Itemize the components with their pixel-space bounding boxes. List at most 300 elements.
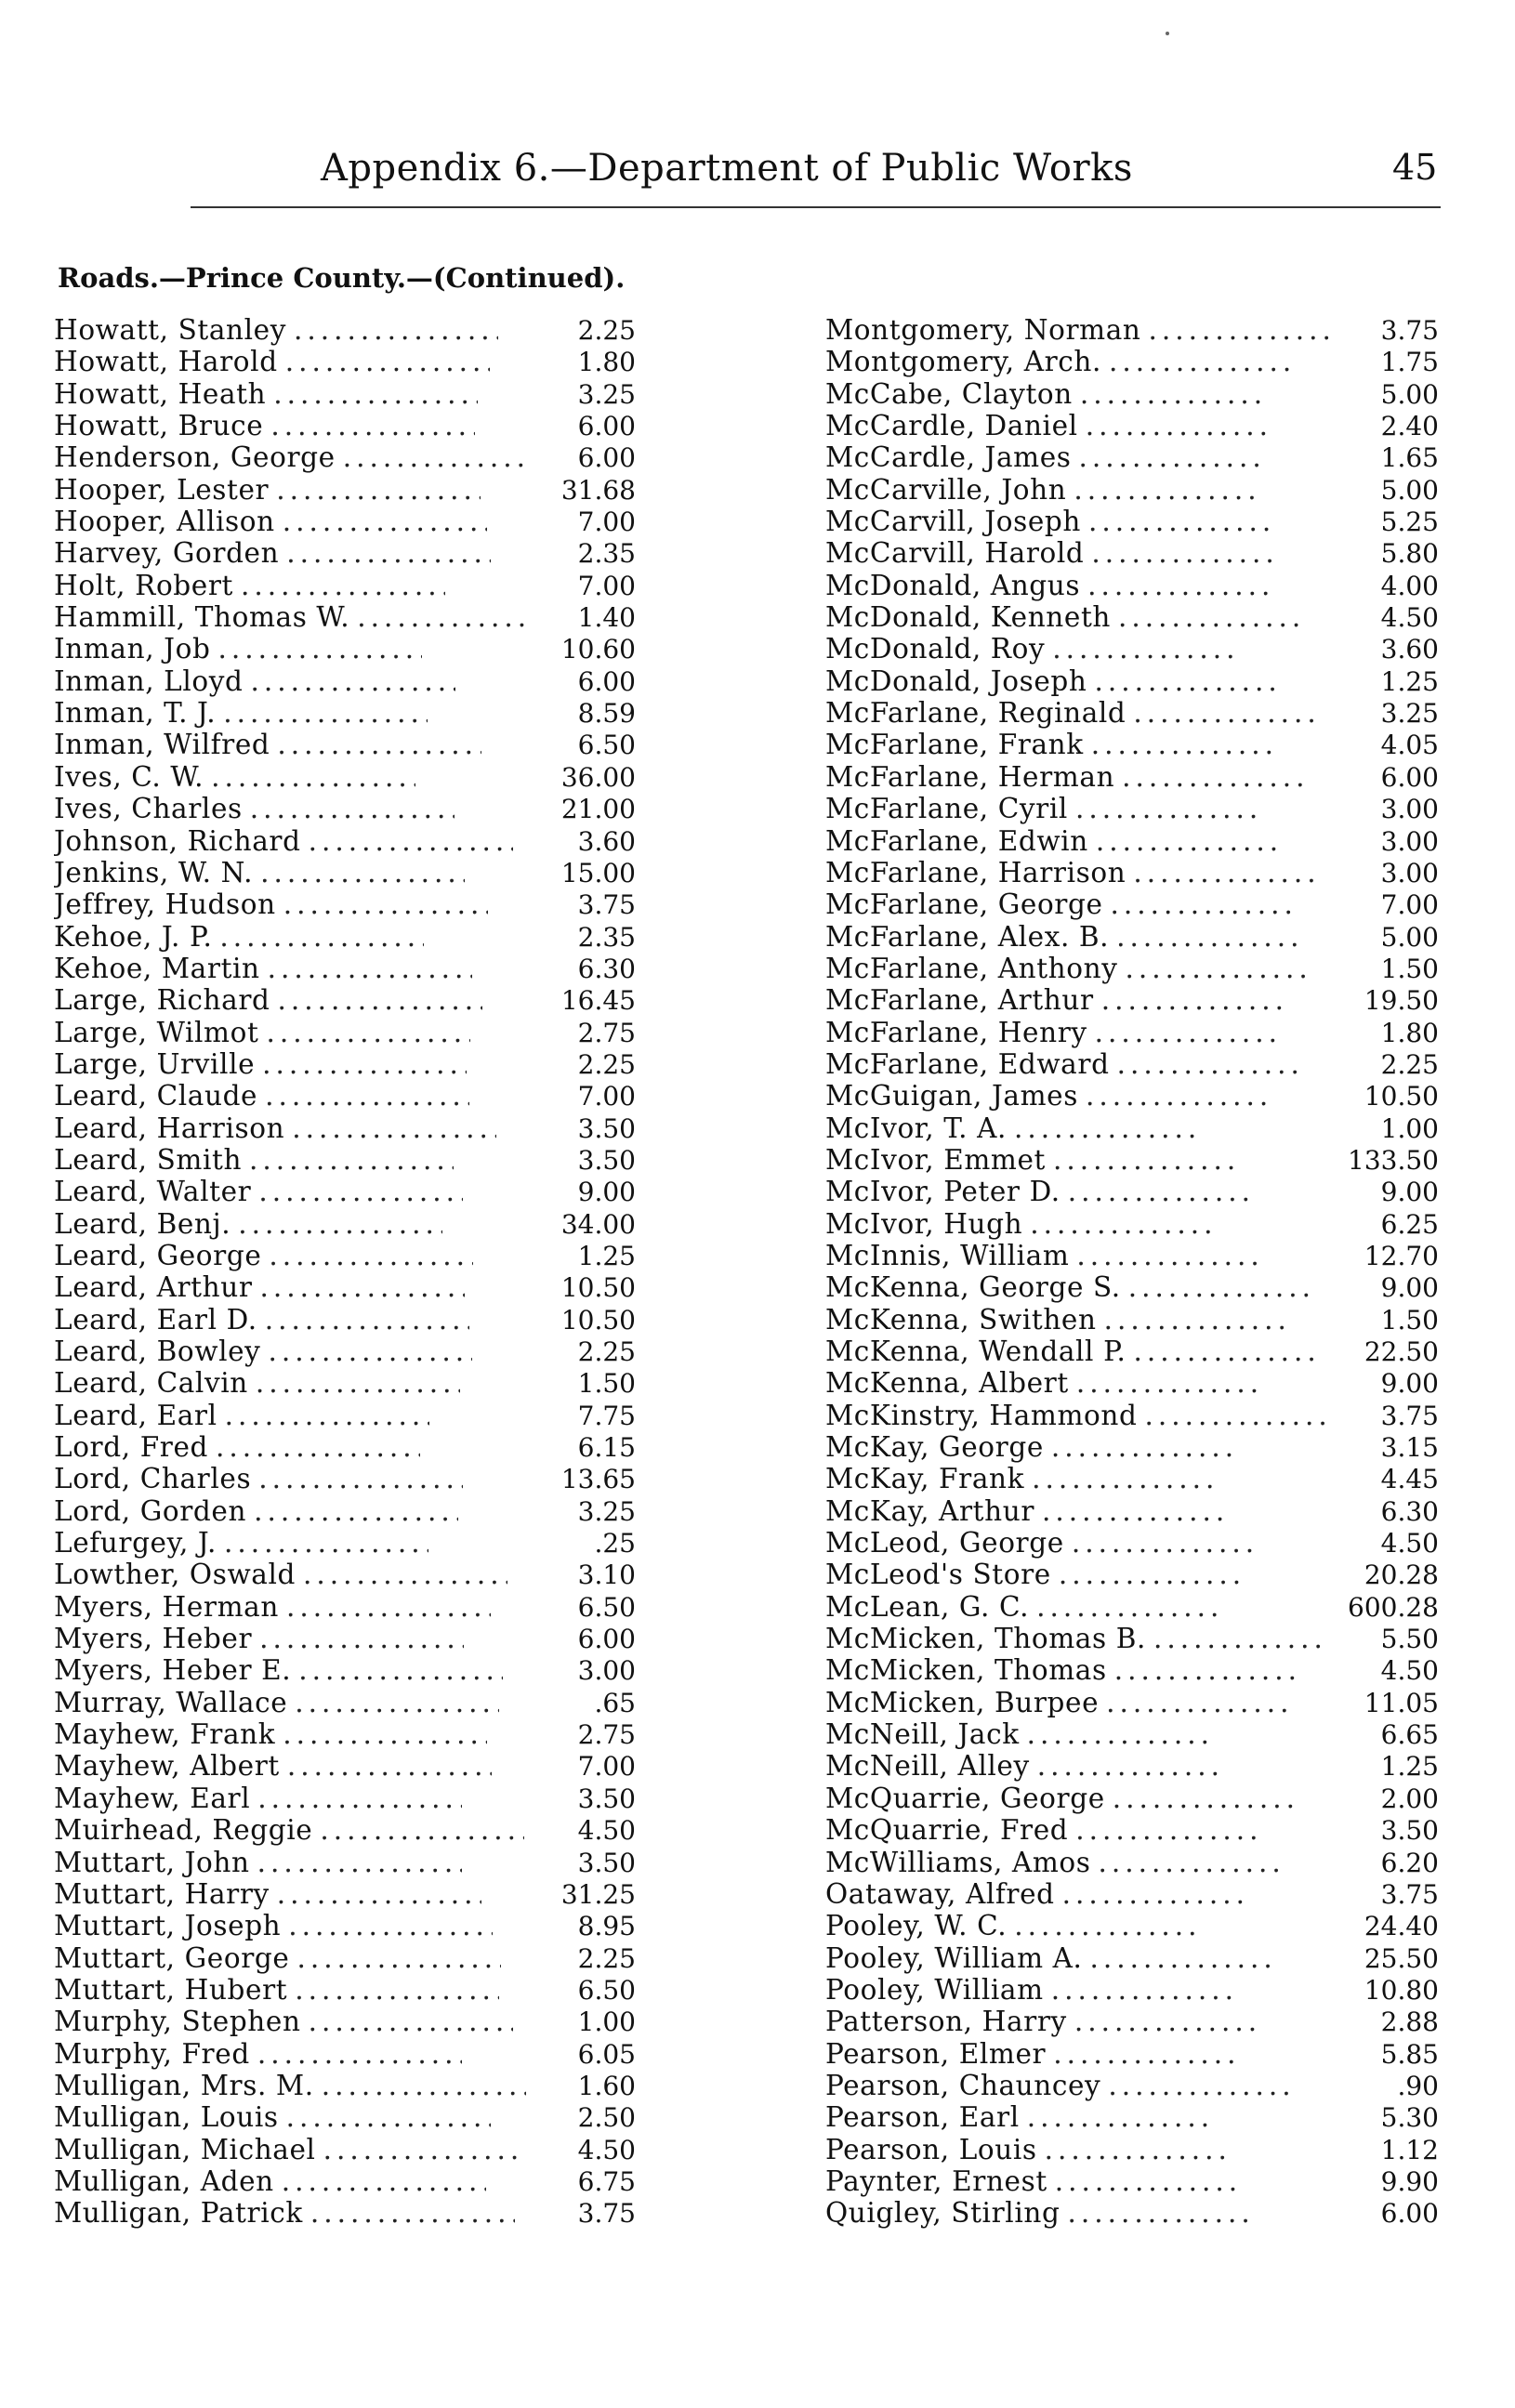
dot-leader [260, 857, 465, 888]
dot-leader [278, 984, 482, 1016]
list-item [825, 1048, 1439, 1080]
entry-amount: 1.50 [1380, 953, 1439, 984]
entry-amount: 1.60 [577, 2070, 636, 2101]
list-item [54, 1718, 636, 1750]
list-item [54, 1463, 636, 1494]
entry-amount: 1.50 [1380, 1304, 1439, 1336]
entry-amount: 1.25 [1380, 1751, 1439, 1783]
entry-name: Quigley, Stirling [825, 2197, 1060, 2230]
entry-amount: 10.80 [1364, 1974, 1439, 2006]
entry-name: McFarlane, Anthony [825, 952, 1118, 984]
list-item [825, 1750, 1439, 1782]
entry-name: Howatt, Bruce [54, 410, 264, 442]
dot-leader [1027, 2101, 1213, 2133]
dot-leader [1091, 729, 1277, 760]
entry-amount: 5.00 [1380, 921, 1439, 953]
list-item [54, 825, 636, 857]
list-item [54, 1431, 636, 1463]
entry-name: Leard, Earl D. [54, 1303, 257, 1336]
entry-name: Leard, Arthur [54, 1271, 253, 1304]
entry-amount: 1.40 [577, 602, 636, 634]
dot-leader [283, 1718, 487, 1750]
dot-leader [1096, 825, 1282, 857]
entry-amount: 3.50 [577, 1847, 636, 1878]
entry-name: McIvor, Hugh [825, 1207, 1023, 1240]
dot-leader [294, 314, 498, 346]
list-item [825, 1431, 1439, 1463]
list-item [54, 1240, 636, 1271]
dot-leader [266, 1017, 470, 1048]
list-item [54, 314, 636, 346]
entry-name: Mulligan, Patrick [54, 2197, 303, 2230]
entry-name: Kehoe, J. P. [54, 920, 213, 953]
entry-amount: 7.75 [577, 1400, 636, 1431]
dot-leader [1059, 1559, 1245, 1590]
entry-amount: 4.50 [1380, 602, 1439, 634]
entry-amount: 11.05 [1364, 1687, 1439, 1718]
entry-amount: 1.00 [1380, 1112, 1439, 1144]
entry-name: Lord, Charles [54, 1463, 252, 1495]
entry-name: McKenna, George S. [825, 1271, 1121, 1304]
entry-amount: 5.85 [1380, 2038, 1439, 2070]
stray-mark [1166, 32, 1169, 35]
list-item [825, 1527, 1439, 1559]
list-item [54, 697, 636, 729]
entry-name: McIvor, T. A. [825, 1112, 1007, 1144]
dot-leader [1062, 1878, 1248, 1910]
dot-leader [1116, 921, 1302, 953]
entry-name: Leard, Harrison [54, 1112, 285, 1144]
dot-leader [262, 1048, 467, 1080]
list-item [825, 1847, 1439, 1878]
dot-leader [257, 1847, 462, 1878]
list-item [825, 2197, 1439, 2229]
list-item [54, 2070, 636, 2101]
list-item [54, 1400, 636, 1431]
list-item [825, 1495, 1439, 1527]
entry-name: Oataway, Alfred [825, 1877, 1055, 1910]
list-item [54, 633, 636, 665]
dot-leader [265, 1304, 469, 1336]
list-item [54, 665, 636, 697]
list-item [54, 729, 636, 760]
entry-name: Muttart, Harry [54, 1877, 270, 1910]
entry-amount: 6.00 [577, 411, 636, 442]
list-item [54, 793, 636, 824]
dot-leader [1128, 1271, 1314, 1303]
list-item [825, 1112, 1439, 1144]
list-item [825, 346, 1439, 377]
dot-leader [1149, 314, 1329, 346]
entry-amount: 34.00 [560, 1208, 636, 1240]
entry-amount: 6.00 [1380, 2198, 1439, 2230]
dot-leader [1032, 1463, 1218, 1494]
entry-amount: 6.30 [577, 953, 636, 984]
list-item [825, 761, 1439, 793]
dot-leader [1051, 1431, 1237, 1463]
entry-name: McNeill, Alley [825, 1750, 1030, 1783]
entry-amount: 6.00 [1380, 761, 1439, 793]
entry-amount: 12.70 [1364, 1240, 1439, 1271]
list-item [825, 537, 1439, 569]
entry-amount: 7.00 [577, 1081, 636, 1112]
dot-leader [1111, 888, 1297, 920]
entry-name: McFarlane, Frank [825, 729, 1084, 761]
dot-leader [282, 2165, 486, 2197]
dot-leader [1030, 1208, 1216, 1240]
entry-name: Leard, Calvin [54, 1367, 248, 1400]
entry-amount: 6.50 [577, 1591, 636, 1623]
entry-amount: 5.30 [1380, 2102, 1439, 2134]
list-item [825, 2101, 1439, 2133]
dot-leader [1051, 1974, 1237, 2006]
dot-leader [1117, 1048, 1303, 1080]
list-item [825, 2038, 1439, 2070]
entry-amount: 36.00 [560, 761, 636, 793]
entry-amount: 4.45 [1380, 1464, 1439, 1495]
dot-leader [269, 1240, 473, 1271]
dot-leader [219, 921, 424, 953]
entry-amount: 3.75 [577, 889, 636, 921]
dot-leader [1036, 1591, 1222, 1623]
entry-name: McLeod, George [825, 1527, 1064, 1559]
entry-amount: 4.50 [1380, 1528, 1439, 1559]
list-item [825, 2165, 1439, 2197]
dot-leader [1133, 697, 1319, 729]
dot-leader [1108, 2070, 1294, 2101]
section-heading: Roads.—Prince County.—(Continued). [58, 262, 626, 294]
list-item [825, 888, 1439, 920]
entry-amount: 3.75 [1380, 1878, 1439, 1910]
entry-name: Lefurgey, J. [54, 1527, 217, 1559]
entry-name: McLean, G. C. [825, 1590, 1030, 1623]
entry-amount: 9.00 [1380, 1368, 1439, 1400]
entry-name: Large, Richard [54, 984, 270, 1017]
dot-leader [283, 506, 487, 537]
entry-amount: 4.50 [1380, 1655, 1439, 1687]
entry-amount: 21.00 [560, 794, 636, 825]
list-item [825, 857, 1439, 888]
list-item [54, 1623, 636, 1654]
dot-leader [1118, 601, 1304, 633]
list-item [54, 921, 636, 953]
list-item [825, 1336, 1439, 1367]
entry-amount: 1.25 [577, 1240, 636, 1271]
dot-leader [1134, 1336, 1320, 1367]
list-item [54, 1144, 636, 1176]
list-item [825, 1463, 1439, 1494]
entry-amount: 1.65 [1380, 442, 1439, 474]
dot-leader [1109, 346, 1295, 377]
dot-leader [1106, 1687, 1292, 1718]
dot-leader [216, 1431, 420, 1463]
list-item [54, 441, 636, 473]
entry-amount: 1.80 [577, 347, 636, 378]
list-item [825, 697, 1439, 729]
entry-amount: .90 [1397, 2070, 1439, 2101]
entry-amount: 3.75 [1380, 1400, 1439, 1431]
entry-amount: 5.80 [1380, 538, 1439, 570]
entry-amount: 6.20 [1380, 1847, 1439, 1878]
list-item [825, 633, 1439, 665]
entry-amount: .65 [594, 1687, 636, 1718]
dot-leader [1027, 1718, 1213, 1750]
dot-leader [1074, 474, 1259, 506]
dot-leader [298, 1654, 503, 1686]
list-item [825, 665, 1439, 697]
list-item [54, 1367, 636, 1399]
dot-leader [277, 1878, 481, 1910]
list-item [54, 601, 636, 633]
list-item [825, 601, 1439, 633]
entry-amount: 6.25 [1380, 1208, 1439, 1240]
list-item [54, 1527, 636, 1559]
dot-leader [277, 729, 481, 760]
dot-leader [288, 1910, 493, 1941]
dot-leader [225, 1400, 429, 1431]
entry-name: McFarlane, Alex. B. [825, 920, 1110, 953]
entry-amount: 6.00 [577, 1624, 636, 1655]
entry-amount: 1.00 [577, 2007, 636, 2038]
entry-name: McCardle, Daniel [825, 410, 1078, 442]
dot-leader [1067, 2197, 1253, 2229]
entry-name: McKenna, Albert [825, 1367, 1069, 1400]
dot-leader [250, 793, 454, 824]
entry-amount: 3.50 [577, 1112, 636, 1144]
entry-name: McIvor, Emmet [825, 1143, 1047, 1176]
entry-name: McNeill, Jack [825, 1718, 1020, 1751]
list-item [54, 1559, 636, 1590]
dot-leader [287, 1750, 492, 1782]
entry-name: Johnson, Richard [54, 824, 301, 857]
dot-leader [310, 2197, 515, 2229]
list-item [54, 2165, 636, 2197]
dot-leader [1053, 2038, 1239, 2070]
entry-name: Hammill, Thomas W. [54, 601, 350, 634]
list-item [54, 1017, 636, 1048]
list-item [54, 1176, 636, 1207]
dot-leader [1145, 1400, 1329, 1431]
dot-leader [276, 474, 481, 506]
entry-name: Howatt, Harold [54, 346, 278, 378]
entry-name: McCabe, Clayton [825, 377, 1073, 410]
dot-leader [217, 633, 422, 665]
entry-amount: 7.00 [577, 1751, 636, 1783]
entry-name: Pearson, Louis [825, 2133, 1037, 2165]
entry-amount: 3.50 [577, 1783, 636, 1814]
entry-amount: 3.10 [577, 1559, 636, 1591]
entry-amount: 2.75 [577, 1017, 636, 1048]
entry-name: Leard, Earl [54, 1399, 217, 1431]
entry-name: McCarvill, Joseph [825, 506, 1081, 538]
entry-name: McDonald, Kenneth [825, 601, 1112, 634]
list-item [54, 346, 636, 377]
list-item [54, 2006, 636, 2037]
entry-amount: 10.60 [560, 634, 636, 665]
list-item [54, 378, 636, 410]
entry-amount: 10.50 [560, 1272, 636, 1304]
entry-amount: 3.00 [1380, 794, 1439, 825]
entry-amount: 8.95 [577, 1911, 636, 1942]
entry-amount: 4.50 [577, 1815, 636, 1847]
dot-leader [285, 346, 490, 377]
entry-amount: 7.00 [577, 570, 636, 601]
dot-leader [1014, 1112, 1200, 1144]
dot-leader [257, 1783, 462, 1814]
dot-leader [1114, 1654, 1300, 1686]
entry-amount: 7.00 [577, 507, 636, 538]
entry-amount: 2.88 [1380, 2007, 1439, 2038]
dot-leader [1045, 2134, 1231, 2165]
dot-leader [249, 1144, 454, 1176]
entry-name: McFarlane, Reginald [825, 697, 1126, 730]
list-item [825, 1559, 1439, 1590]
list-item [825, 1654, 1439, 1686]
dot-leader [309, 825, 513, 857]
entry-amount: 31.25 [560, 1878, 636, 1910]
entry-amount: 5.00 [1380, 378, 1439, 410]
list-item [825, 1974, 1439, 2006]
list-item [54, 570, 636, 601]
entry-amount: 6.00 [577, 442, 636, 474]
entry-name: Holt, Robert [54, 569, 234, 601]
entry-name: McKinstry, Hammond [825, 1399, 1138, 1431]
dot-leader [1087, 570, 1273, 601]
entry-name: Howatt, Heath [54, 377, 267, 410]
entry-name: Paynter, Ernest [825, 2165, 1047, 2197]
entry-name: Henderson, George [54, 441, 336, 474]
list-item [825, 1080, 1439, 1112]
entry-name: Leard, Smith [54, 1143, 243, 1176]
entry-amount: 3.75 [1380, 315, 1439, 346]
entry-name: McFarlane, Arthur [825, 984, 1094, 1017]
list-item [825, 410, 1439, 441]
dot-leader [1076, 1367, 1262, 1399]
entry-amount: 6.50 [577, 1974, 636, 2006]
entry-amount: 6.15 [577, 1432, 636, 1464]
list-item [825, 1878, 1439, 1910]
entry-amount: 8.59 [577, 698, 636, 730]
list-item [825, 1718, 1439, 1750]
entry-name: Pearson, Elmer [825, 2037, 1047, 2070]
list-item [825, 1144, 1439, 1176]
entry-name: McQuarrie, Fred [825, 1814, 1069, 1847]
entry-name: Hooper, Lester [54, 473, 270, 506]
entry-name: Lord, Fred [54, 1431, 209, 1464]
entry-name: Muttart, George [54, 1941, 290, 1974]
dot-leader [1086, 410, 1271, 441]
entry-amount: 6.50 [577, 730, 636, 761]
entry-name: Muirhead, Reggie [54, 1814, 313, 1847]
list-item [54, 2038, 636, 2070]
dot-leader [1099, 1847, 1284, 1878]
list-item [825, 1942, 1439, 1974]
entry-name: McFarlane, George [825, 888, 1103, 921]
dot-leader [1074, 2006, 1260, 2037]
entry-name: Mulligan, Aden [54, 2165, 274, 2197]
entry-name: Mayhew, Albert [54, 1750, 280, 1783]
list-item [825, 378, 1439, 410]
entry-amount: 1.25 [1380, 665, 1439, 697]
list-item [825, 1687, 1439, 1718]
entry-amount: 6.00 [577, 665, 636, 697]
entry-name: Lowther, Oswald [54, 1559, 296, 1591]
entry-name: Kehoe, Martin [54, 952, 260, 984]
entry-name: McDonald, Joseph [825, 665, 1087, 697]
entry-name: Mulligan, Mrs. M. [54, 2069, 314, 2101]
list-item [825, 570, 1439, 601]
dot-leader [268, 1336, 472, 1367]
dot-leader [238, 1208, 442, 1240]
entry-amount: 4.00 [1380, 570, 1439, 601]
entry-name: McMicken, Thomas [825, 1654, 1107, 1687]
dot-leader [320, 1814, 524, 1846]
dot-leader [1079, 441, 1265, 473]
entry-amount: 9.90 [1380, 2165, 1439, 2197]
entry-name: Leard, Benj. [54, 1207, 231, 1240]
list-item [825, 2134, 1439, 2165]
entry-amount: 3.75 [577, 2198, 636, 2230]
dot-leader [1072, 1527, 1258, 1559]
entry-name: Jenkins, W. N. [54, 856, 254, 888]
entry-amount: 25.50 [1364, 1942, 1439, 1974]
list-item [54, 1336, 636, 1367]
entry-name: McKay, George [825, 1431, 1044, 1464]
dot-leader [322, 2070, 526, 2101]
entry-amount: 10.50 [560, 1304, 636, 1336]
entry-name: McKay, Frank [825, 1463, 1025, 1495]
entry-name: Murphy, Stephen [54, 2006, 301, 2038]
list-item [54, 537, 636, 569]
list-item [825, 474, 1439, 506]
entry-amount: 6.30 [1380, 1495, 1439, 1527]
entry-name: McWilliams, Amos [825, 1846, 1091, 1878]
dot-leader [309, 2006, 513, 2037]
entry-name: Pooley, William A. [825, 1941, 1083, 1974]
entry-amount: 4.05 [1380, 730, 1439, 761]
list-item [54, 1783, 636, 1814]
list-item [825, 1400, 1439, 1431]
list-item [54, 888, 636, 920]
dot-leader [265, 1080, 469, 1112]
entry-amount: 6.05 [577, 2038, 636, 2070]
dot-leader [1052, 633, 1238, 665]
dot-leader [1101, 984, 1287, 1016]
dot-leader [323, 2134, 526, 2165]
entry-amount: 2.35 [577, 921, 636, 953]
entry-name: McGuigan, James [825, 1080, 1078, 1112]
entry-name: Pearson, Chauncey [825, 2069, 1101, 2101]
entry-name: Ives, Charles [54, 793, 243, 825]
entry-amount: 1.80 [1380, 1017, 1439, 1048]
entry-amount: 10.50 [1364, 1081, 1439, 1112]
entry-amount: 9.00 [1380, 1272, 1439, 1304]
dot-leader [1153, 1623, 1329, 1654]
dot-leader [1126, 953, 1311, 984]
list-item [825, 1623, 1439, 1654]
entry-amount: 133.50 [1348, 1144, 1439, 1176]
entry-amount: 3.50 [577, 1144, 636, 1176]
list-item [54, 1878, 636, 1910]
entry-name: Myers, Heber E. [54, 1654, 292, 1687]
entry-amount: 24.40 [1364, 1911, 1439, 1942]
entry-name: McFarlane, Herman [825, 760, 1115, 793]
entry-amount: 2.25 [577, 1942, 636, 1974]
entry-amount: 7.00 [1380, 889, 1439, 921]
list-item [54, 1942, 636, 1974]
entry-name: Montgomery, Arch. [825, 346, 1102, 378]
entry-name: Myers, Herman [54, 1590, 279, 1623]
